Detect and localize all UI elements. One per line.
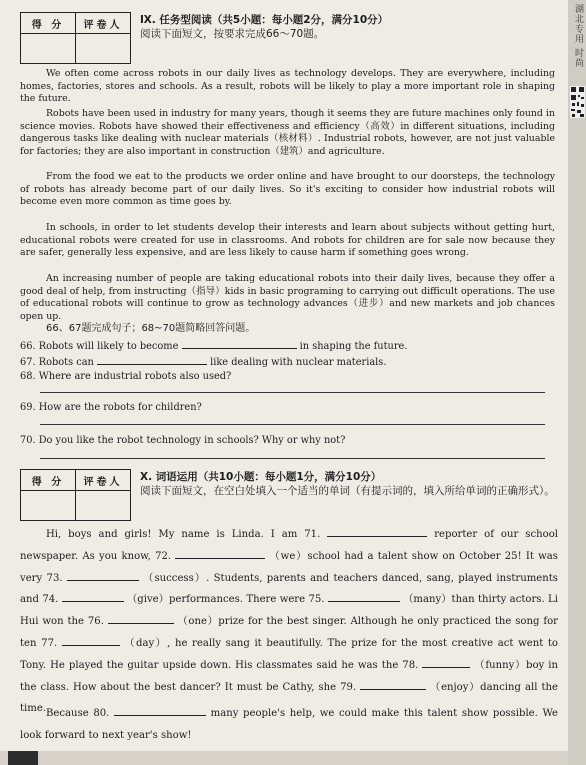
score-label: 得 分 <box>21 13 76 34</box>
answer-blank-71[interactable] <box>327 526 427 537</box>
answer-blank-79[interactable] <box>360 679 426 690</box>
side-label: 湖北专用 时尚 <box>573 4 583 68</box>
binding-strip <box>568 0 586 765</box>
question-67: 67. Robots can like dealing with nuclear materials. <box>20 354 386 369</box>
cloze-paragraph: Hi, boys and girls! My name is Linda. I am 71. reporter of our school newspaper. As you know, 72. （we）school had a talent show on October 25! It was very 73. （success）. Students, parents and teachers danced, sang, played instruments and 74. （give）performances. There were 75. （many）than thirty actors. Li Hui won the 76. （one）prize for the best singer. Although he only practiced the song for ten 77. （day）, he really sang it beautifully. The prize for the most creative act went to Tony. He played the guitar upside down. His classmates said he was the 78. （funny）boy in the class. How about the best dancer? It must be Cathy, she 79. （enjoy）dancing all the time. <box>20 524 558 720</box>
grader-label: 评卷人 <box>76 470 131 491</box>
cloze-paragraph: Because 80. many people's help, we could make this talent show possible. We look forward to next year's show! <box>20 703 558 747</box>
section-instruction: 阅读下面短文，按要求完成66～70题。 <box>140 28 325 40</box>
section-title: Ⅸ. 任务型阅读（共5小题：每小题2分，满分10分） <box>140 14 389 26</box>
score-cell <box>21 34 76 64</box>
answer-blank-74[interactable] <box>62 591 124 602</box>
answer-line-70[interactable] <box>40 458 545 459</box>
answer-blank-75[interactable] <box>328 591 400 602</box>
section-title: Ⅹ. 词语运用（共10小题：每小题1分，满分10分） <box>140 471 382 483</box>
section-header <box>140 470 555 498</box>
question-69: 69. How are the robots for children? <box>20 402 202 413</box>
answer-blank-67[interactable] <box>97 354 207 365</box>
answer-blank-66[interactable] <box>182 338 297 349</box>
passage-paragraph: In schools, in order to let students develop their interests and learn about subjects without getting hurt, educational robots were created for use in classrooms. And robots for children are for sale now because they are safer, generally less expensive, and are less likely to cause harm if something goes wrong. <box>20 222 555 258</box>
answer-blank-77[interactable] <box>62 635 120 646</box>
footer-mark <box>8 751 38 765</box>
answer-blank-76[interactable] <box>108 613 174 624</box>
answer-line-68[interactable] <box>40 392 545 393</box>
question-66: 66. Robots will likely to become in shaping the future. <box>20 338 407 353</box>
question-68: 68. Where are industrial robots also used? <box>20 371 232 382</box>
question-70: 70. Do you like the robot technology in schools? Why or why not? <box>20 435 346 446</box>
answer-blank-80[interactable] <box>114 705 206 716</box>
score-label: 得 分 <box>21 470 76 491</box>
passage-paragraph: Robots have been used in industry for many years, though it seems they are future machines only found in science movies. Robots have showed their effectiveness and efficiency（高效）in different situations, including dangerous tasks like dealing with nuclear materials（核材料）. Industrial robots, however, are not just valuable for factories; they are also important in construction（建筑）and agriculture. <box>20 108 555 157</box>
score-table <box>20 12 131 64</box>
page-footer <box>0 751 568 765</box>
passage-paragraph: An increasing number of people are taking educational robots into their daily lives, because they offer a good deal of help, from instructing（指导）kids in basic programing to carrying out difficult operations. The use of educational robots will continue to grow as technology advances（进步）and new markets and job chances open up. <box>20 273 555 322</box>
score-cell <box>21 491 76 521</box>
passage-paragraph: We often come across robots in our daily lives as technology develops. They are everywhere, including homes, factories, stores and schools. As a result, robots will be likely to play a more important role in shaping the future. <box>20 68 555 104</box>
section-instruction: 阅读下面短文，在空白处填入一个适当的单词（有提示词的，填入所给单词的正确形式）。 <box>140 485 555 497</box>
score-table <box>20 469 131 521</box>
answer-blank-78[interactable] <box>422 657 470 668</box>
grader-cell <box>76 491 131 521</box>
answer-blank-72[interactable] <box>175 548 265 559</box>
section-header <box>140 13 560 41</box>
passage-paragraph: From the food we eat to the products we order online and have brought to our doorsteps, the technology of robots has already become part of our daily lives. So it's exciting to consider how industrial robots will become even more common as time goes by. <box>20 171 555 207</box>
grader-cell <box>76 34 131 64</box>
grader-label: 评卷人 <box>76 13 131 34</box>
answer-blank-73[interactable] <box>67 570 139 581</box>
task-instruction: 66、67题完成句子；68~70题简略回答问题。 <box>46 323 256 334</box>
answer-line-69[interactable] <box>40 424 545 425</box>
qr-code-icon <box>570 86 585 118</box>
